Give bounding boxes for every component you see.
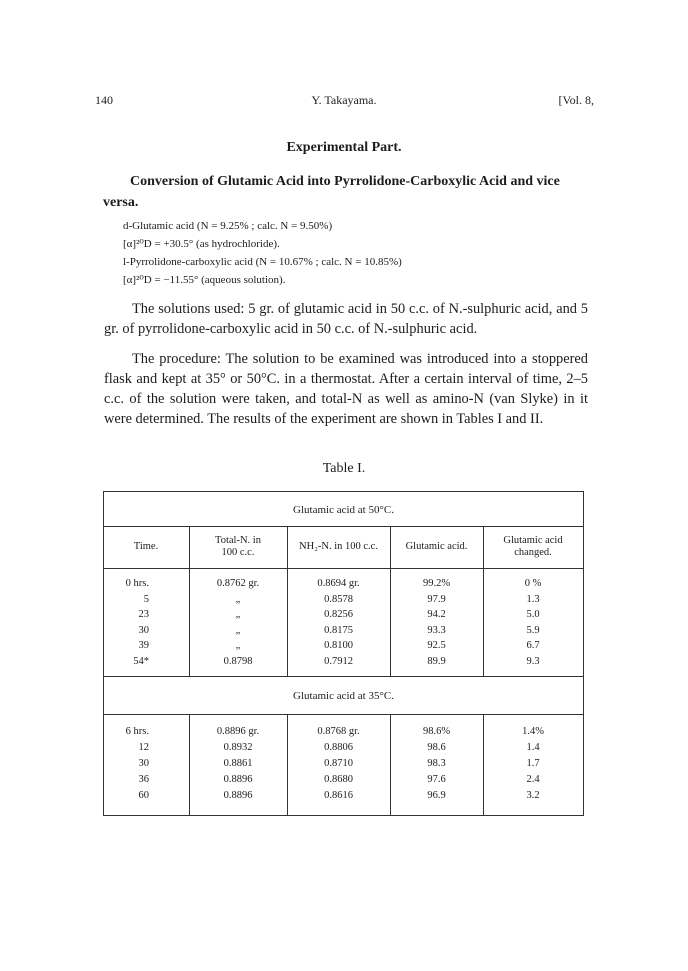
table-cell: 0.8896 gr. bbox=[216, 726, 260, 737]
subsection-title: Conversion of Glutamic Acid into Pyrrolidone-Carboxylic Acid and vice versa. bbox=[103, 174, 560, 210]
table-cell: 6.7 bbox=[526, 640, 540, 651]
table-cell: 89.9 bbox=[427, 655, 446, 667]
table-cell: „ bbox=[235, 609, 241, 620]
table-cell: 54* bbox=[133, 655, 149, 667]
table-cell: 97.6 bbox=[427, 774, 446, 785]
table-cell: 0.8932 bbox=[223, 742, 253, 753]
data-line-glutamic: d-Glutamic acid (N = 9.25% ; calc. N = 9.50%) bbox=[123, 220, 333, 232]
data-line-rotation-2: [α]²⁰D = −11.55° (aqueous solution). bbox=[123, 274, 286, 286]
page-number: 140 bbox=[95, 93, 113, 107]
table-cell: 92.5 bbox=[427, 640, 446, 651]
column-header-total-n: Total-N. in 100 c.c. bbox=[215, 535, 261, 558]
table-cell: 0 % bbox=[524, 578, 542, 589]
column-header-glutamic-acid: Glutamic acid. bbox=[405, 541, 468, 552]
table-cell: 0.8680 bbox=[324, 774, 353, 785]
table-cell: 0.8616 bbox=[324, 790, 353, 801]
table-cell: 0.8175 bbox=[324, 624, 353, 636]
column-header-glutamic-changed: Glutamic acid changed. bbox=[503, 535, 563, 558]
data-line-pyrrolidone: l-Pyrrolidone-carboxylic acid (N = 10.67% ; calc. N = 10.85%) bbox=[123, 256, 402, 268]
table-cell: 23 bbox=[138, 609, 149, 620]
section-title: Experimental Part. bbox=[286, 140, 402, 155]
paragraph-solutions: The solutions used: 5 gr. of glutamic acid in 50 c.c. of N.-sulphuric acid, and 5 gr. of pyrrolidone-carboxylic acid in 50 c.c. of N.-sulphuric acid. bbox=[104, 301, 588, 337]
table-cell: 98.3 bbox=[427, 758, 446, 769]
table-cell: 0.7912 bbox=[324, 655, 353, 667]
table-cell: 99.2% bbox=[422, 578, 451, 589]
table-cell: 98.6 bbox=[427, 742, 446, 753]
table-cell: 9.3 bbox=[526, 655, 540, 667]
table-cell: 5 bbox=[143, 593, 149, 605]
table-cell: „ bbox=[235, 593, 241, 605]
group-title-50c: Glutamic acid at 50°C. bbox=[293, 504, 394, 516]
table-cell: 94.2 bbox=[427, 609, 446, 620]
table-cell: 97.9 bbox=[427, 593, 446, 605]
table-cell: 0.8798 bbox=[223, 655, 253, 667]
table-1 bbox=[103, 491, 584, 816]
group-title-35c: Glutamic acid at 35°C. bbox=[293, 690, 394, 702]
table-cell: 6 hrs. bbox=[125, 726, 149, 737]
table-cell: 0.8762 gr. bbox=[216, 578, 260, 589]
table-cell: 0.8896 bbox=[223, 790, 253, 801]
data-line-rotation-1: [α]²⁰D = +30.5° (as hydrochloride). bbox=[123, 238, 280, 250]
table-cell: „ bbox=[235, 640, 241, 651]
table-cell: „ bbox=[235, 624, 241, 636]
table-cell: 60 bbox=[138, 790, 149, 801]
table-cell: 93.3 bbox=[427, 624, 446, 636]
table-cell: 1.7 bbox=[526, 758, 540, 769]
table-cell: 0.8256 bbox=[324, 609, 353, 620]
table-cell: 0.8896 bbox=[223, 774, 253, 785]
volume-label: [Vol. 8, bbox=[558, 93, 594, 107]
table-cell: 98.6% bbox=[422, 726, 451, 737]
table-cell: 2.4 bbox=[526, 774, 540, 785]
table-cell: 0.8100 bbox=[324, 640, 353, 651]
table-cell: 0.8578 bbox=[324, 593, 353, 605]
column-header-nh2-n: NH₂-N. in 100 c.c. bbox=[299, 541, 378, 552]
table-cell: 3.2 bbox=[526, 790, 540, 801]
table-cell: 0.8806 bbox=[324, 742, 353, 753]
table-cell: 1.3 bbox=[526, 593, 540, 605]
table-cell: 0.8768 gr. bbox=[317, 726, 360, 737]
table-cell: 30 bbox=[138, 758, 149, 769]
table-cell: 96.9 bbox=[427, 790, 446, 801]
table-cell: 1.4% bbox=[522, 726, 544, 737]
column-header-time: Time. bbox=[133, 541, 159, 552]
running-title: Y. Takayama. bbox=[311, 93, 377, 107]
table-cell: 12 bbox=[138, 742, 149, 753]
table-cell: 30 bbox=[138, 624, 149, 636]
table-cell: 0.8861 bbox=[223, 758, 253, 769]
table-cell: 0.8694 gr. bbox=[317, 578, 360, 589]
table-cell: 5.0 bbox=[526, 609, 540, 620]
table-caption: Table I. bbox=[322, 461, 366, 476]
table-cell: 5.9 bbox=[526, 624, 540, 636]
table-cell: 1.4 bbox=[526, 742, 540, 753]
table-cell: 36 bbox=[138, 774, 149, 785]
table-cell: 0.8710 bbox=[324, 758, 353, 769]
table-cell: 0 hrs. bbox=[125, 578, 149, 589]
paragraph-procedure: The procedure: The solution to be examined was introduced into a stoppered flask and kept at 35° or 50°C. in a thermostat. After a certain interval of time, 2–5 c.c. of the solution were taken, and total-N as well as amino-N (van Slyke) in it were determined. The results of the experiment are shown in Tables I and II. bbox=[104, 351, 588, 427]
table-cell: 39 bbox=[138, 640, 149, 651]
